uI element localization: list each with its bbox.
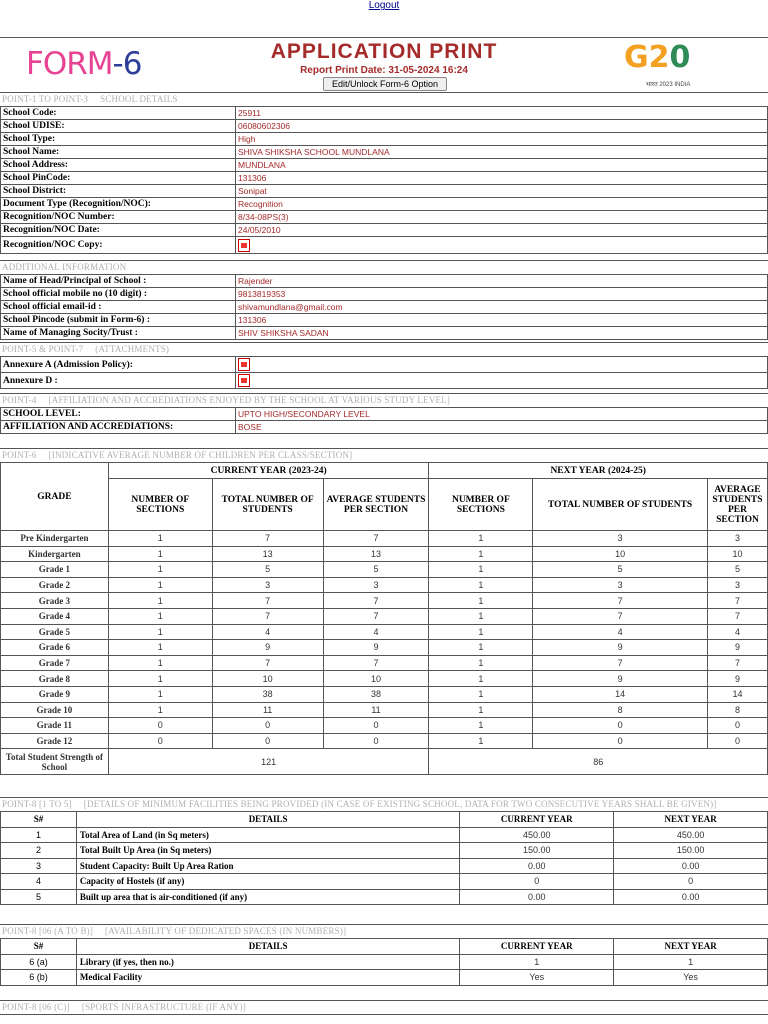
- table-cell: Total Area of Land (in Sq meters): [76, 827, 459, 843]
- grade-cell: Grade 9: [1, 686, 109, 702]
- detail-value: UPTO HIGH/SECONDARY LEVEL: [236, 408, 768, 421]
- grade-cell: Grade 2: [1, 577, 109, 593]
- total-strength-label: Total Student Strength of School: [1, 749, 109, 775]
- table-cell: 38: [212, 686, 323, 702]
- table-cell: 8: [533, 702, 708, 718]
- table-cell: 0: [533, 718, 708, 734]
- section-heading-title: [INDICATIVE AVERAGE NUMBER OF CHILDREN PER CLASS/SECTION]: [48, 450, 353, 460]
- table-cell: 1: [429, 562, 533, 578]
- table-cell: Total Built Up Area (in Sq meters): [76, 843, 459, 859]
- grade-cell: Grade 12: [1, 733, 109, 749]
- detail-label: Document Type (Recognition/NOC):: [1, 198, 236, 211]
- detail-label: Recognition/NOC Copy:: [1, 237, 236, 254]
- g20-subtitle: भारत 2023 INDIA: [646, 82, 691, 88]
- column-header: CURRENT YEAR: [460, 939, 614, 955]
- table-cell: 1: [108, 531, 212, 547]
- sports-section: [0, 1000, 768, 1015]
- table-cell: 0.00: [614, 858, 768, 874]
- grade-cell: Grade 4: [1, 608, 109, 624]
- section-heading: ADDITIONAL INFORMATION: [0, 260, 768, 274]
- grade-cell: Grade 11: [1, 718, 109, 734]
- section-heading-point: POINT-6: [2, 450, 37, 460]
- table-cell: 9: [533, 640, 708, 656]
- detail-row: [1, 408, 768, 421]
- spaces-section: [0, 924, 768, 986]
- table-cell: 5: [533, 562, 708, 578]
- table-cell: 1: [108, 686, 212, 702]
- table-row: [1, 577, 768, 593]
- table-cell: 3: [707, 531, 767, 547]
- detail-row: [1, 421, 768, 434]
- detail-value: High: [236, 133, 768, 146]
- detail-row: [1, 120, 768, 133]
- table-cell: 1: [108, 593, 212, 609]
- table-cell: 7: [323, 531, 429, 547]
- col-avg: AVERAGE STUDENTS PER SECTION: [323, 479, 429, 531]
- detail-value: BOSE: [236, 421, 768, 434]
- table-cell: 1: [108, 577, 212, 593]
- table-cell: 1: [108, 562, 212, 578]
- detail-row: [1, 159, 768, 172]
- table-cell: 0: [108, 718, 212, 734]
- table-cell: 3: [212, 577, 323, 593]
- table-cell: 7: [323, 593, 429, 609]
- detail-label: School Type:: [1, 133, 236, 146]
- table-cell: 0.00: [614, 889, 768, 905]
- col-total: TOTAL NUMBER OF STUDENTS: [533, 479, 708, 531]
- table-cell: 9: [707, 671, 767, 687]
- table-cell: 2: [1, 843, 77, 859]
- detail-value: SHIV SHIKSHA SADAN: [236, 327, 768, 340]
- table-cell: 14: [707, 686, 767, 702]
- table-row: [1, 624, 768, 640]
- attachments-table: [0, 356, 768, 389]
- table-cell: 1: [429, 686, 533, 702]
- table-cell: 1: [108, 546, 212, 562]
- table-cell: 1: [108, 655, 212, 671]
- column-header: DETAILS: [76, 939, 459, 955]
- col-total: TOTAL NUMBER OF STUDENTS: [212, 479, 323, 531]
- section-heading-title: [AFFILIATION AND ACCREDIATIONS ENJOYED BY THE SCHOOL AT VARIOUS STUDY LEVEL]: [48, 395, 451, 405]
- table-cell: 150.00: [460, 843, 614, 859]
- detail-label: School official mobile no (10 digit) :: [1, 288, 236, 301]
- table-cell: 9: [323, 640, 429, 656]
- spaces-table: [0, 938, 768, 986]
- table-cell: 1: [108, 608, 212, 624]
- table-cell: 7: [212, 593, 323, 609]
- table-cell: Student Capacity: Built Up Area Ration: [76, 858, 459, 874]
- section-heading-point: POINT-8 [06 (C)]: [2, 1002, 70, 1012]
- detail-value: MUNDLANA: [236, 159, 768, 172]
- table-cell: 1: [429, 655, 533, 671]
- table-cell: 5: [323, 562, 429, 578]
- table-row: [1, 718, 768, 734]
- table-cell: 1: [1, 827, 77, 843]
- detail-row: [1, 107, 768, 120]
- table-row: [1, 686, 768, 702]
- table-cell: 4: [533, 624, 708, 640]
- table-cell: Capacity of Hostels (if any): [76, 874, 459, 890]
- pdf-icon[interactable]: [238, 358, 250, 371]
- grade-cell: Grade 1: [1, 562, 109, 578]
- table-header-row: [1, 812, 768, 828]
- detail-value: 131306: [236, 314, 768, 327]
- next-year-header: NEXT YEAR (2024-25): [429, 463, 768, 479]
- table-row: [1, 874, 768, 890]
- grade-cell: Grade 10: [1, 702, 109, 718]
- strength-section: [0, 448, 768, 775]
- table-cell: Medical Facility: [76, 970, 459, 986]
- detail-row: [1, 314, 768, 327]
- col-sections: NUMBER OF SECTIONS: [108, 479, 212, 531]
- detail-value: Recognition: [236, 198, 768, 211]
- form-logo-text: FORM: [26, 46, 113, 82]
- detail-value: 9813819353: [236, 288, 768, 301]
- attachments-section: [0, 342, 768, 389]
- detail-row: [1, 224, 768, 237]
- section-heading: [0, 924, 768, 938]
- edit-unlock-button[interactable]: Edit/Unlock Form-6 Option: [323, 77, 447, 91]
- table-cell: 7: [533, 655, 708, 671]
- facilities-table: [0, 811, 768, 905]
- table-cell: 0: [707, 733, 767, 749]
- report-print-date: Report Print Date: 31-05-2024 16:24: [300, 65, 468, 76]
- grade-cell: Grade 8: [1, 671, 109, 687]
- table-row: [1, 531, 768, 547]
- table-cell: 10: [323, 671, 429, 687]
- detail-value: 131306: [236, 172, 768, 185]
- grade-cell: Grade 3: [1, 593, 109, 609]
- table-cell: 4: [1, 874, 77, 890]
- table-cell: 7: [533, 608, 708, 624]
- table-row: [1, 562, 768, 578]
- section-heading-point: POINT-8 [06 (A TO B)]: [2, 926, 94, 936]
- section-heading-title: SCHOOL DETAILS: [100, 94, 178, 104]
- table-row: [1, 640, 768, 656]
- table-cell: 4: [323, 624, 429, 640]
- table-cell: 11: [212, 702, 323, 718]
- detail-row: [1, 146, 768, 159]
- table-cell: 13: [212, 546, 323, 562]
- table-cell: 0: [108, 733, 212, 749]
- table-row: [1, 608, 768, 624]
- table-cell: 1: [429, 624, 533, 640]
- detail-label: AFFILIATION AND ACCREDIATIONS:: [1, 421, 236, 434]
- table-cell: 1: [429, 546, 533, 562]
- detail-row: [1, 275, 768, 288]
- table-cell: 3: [533, 531, 708, 547]
- detail-label: Recognition/NOC Date:: [1, 224, 236, 237]
- additional-info-table: [0, 274, 768, 340]
- table-cell: 7: [212, 655, 323, 671]
- column-header: NEXT YEAR: [614, 812, 768, 828]
- detail-value: 06080602306: [236, 120, 768, 133]
- column-header: NEXT YEAR: [614, 939, 768, 955]
- table-cell: 9: [707, 640, 767, 656]
- table-cell: 450.00: [460, 827, 614, 843]
- page-header: [0, 37, 768, 93]
- detail-row: [1, 172, 768, 185]
- detail-row: [1, 301, 768, 314]
- table-cell: 1: [108, 640, 212, 656]
- table-cell: 1: [429, 702, 533, 718]
- annexure-a-label: Annexure A (Admission Policy):: [1, 357, 236, 373]
- table-row: [1, 889, 768, 905]
- table-cell: 7: [707, 655, 767, 671]
- detail-label: School Pincode (submit in Form-6) :: [1, 314, 236, 327]
- section-heading-point: POINT-5 & POINT-7: [2, 344, 84, 354]
- detail-label: Recognition/NOC Number:: [1, 211, 236, 224]
- annexure-d-label: Annexure D :: [1, 373, 236, 389]
- table-cell: 1: [108, 702, 212, 718]
- detail-label: School official email-id :: [1, 301, 236, 314]
- section-heading-title: (ATTACHMENTS): [95, 344, 170, 354]
- table-cell: 6 (b): [1, 970, 77, 986]
- table-cell: 7: [212, 531, 323, 547]
- section-heading-point: POINT-1 TO POINT-3: [2, 94, 89, 104]
- table-row: [1, 655, 768, 671]
- table-cell: 13: [323, 546, 429, 562]
- table-cell: 7: [212, 608, 323, 624]
- detail-label: School PinCode:: [1, 172, 236, 185]
- detail-label: School UDISE:: [1, 120, 236, 133]
- detail-value: shivamundlana@gmail.com: [236, 301, 768, 314]
- affiliation-table: [0, 407, 768, 434]
- table-cell: 1: [429, 577, 533, 593]
- table-cell: 7: [323, 655, 429, 671]
- additional-info-section: [0, 260, 768, 340]
- section-heading: [0, 342, 768, 356]
- table-cell: 8: [707, 702, 767, 718]
- table-cell: 450.00: [614, 827, 768, 843]
- column-header: S#: [1, 939, 77, 955]
- total-next: 86: [429, 749, 768, 775]
- table-cell: 0: [323, 718, 429, 734]
- facilities-section: [0, 797, 768, 905]
- detail-row: [1, 237, 768, 254]
- table-cell: 11: [323, 702, 429, 718]
- detail-label: Name of Managing Socity/Trust :: [1, 327, 236, 340]
- column-header: DETAILS: [76, 812, 459, 828]
- table-row: [1, 593, 768, 609]
- table-row: [1, 671, 768, 687]
- pdf-icon[interactable]: [238, 239, 250, 252]
- col-avg: AVERAGE STUDENTS PER SECTION: [707, 479, 767, 531]
- detail-row: [1, 198, 768, 211]
- table-cell: 1: [614, 954, 768, 970]
- table-cell: 7: [707, 593, 767, 609]
- grade-cell: Grade 6: [1, 640, 109, 656]
- table-row: [1, 702, 768, 718]
- table-cell: 1: [429, 531, 533, 547]
- pdf-icon[interactable]: [238, 374, 250, 387]
- section-heading-title: [AVAILABILITY OF DEDICATED SPACES (IN NUMBERS)]: [105, 926, 347, 936]
- affiliation-section: [0, 393, 768, 434]
- table-cell: 0: [212, 718, 323, 734]
- table-row: [1, 954, 768, 970]
- table-cell: 9: [533, 671, 708, 687]
- table-cell: 3: [1, 858, 77, 874]
- table-cell: 0: [323, 733, 429, 749]
- detail-value: 25911: [236, 107, 768, 120]
- table-cell: 14: [533, 686, 708, 702]
- detail-row: [1, 133, 768, 146]
- school-details-table: [0, 106, 768, 254]
- table-cell: 0: [707, 718, 767, 734]
- table-cell: 10: [707, 546, 767, 562]
- table-row: [1, 827, 768, 843]
- section-heading: [0, 797, 768, 811]
- grade-cell: Grade 5: [1, 624, 109, 640]
- table-cell: 9: [212, 640, 323, 656]
- column-header: S#: [1, 812, 77, 828]
- detail-value: [236, 237, 768, 254]
- table-cell: 3: [323, 577, 429, 593]
- detail-value: 24/05/2010: [236, 224, 768, 237]
- table-cell: Yes: [614, 970, 768, 986]
- table-cell: 3: [533, 577, 708, 593]
- table-cell: 0: [533, 733, 708, 749]
- section-heading: [0, 393, 768, 407]
- detail-row: [1, 288, 768, 301]
- table-cell: 7: [533, 593, 708, 609]
- detail-label: School Code:: [1, 107, 236, 120]
- table-cell: 1: [108, 624, 212, 640]
- table-cell: 1: [429, 640, 533, 656]
- table-row: [1, 733, 768, 749]
- section-heading: [0, 448, 768, 462]
- table-cell: 150.00: [614, 843, 768, 859]
- table-cell: Built up area that is air-conditioned (if any): [76, 889, 459, 905]
- detail-label: School Address:: [1, 159, 236, 172]
- table-cell: 10: [533, 546, 708, 562]
- detail-row: [1, 211, 768, 224]
- section-heading-title: [DETAILS OF MINIMUM FACILITIES BEING PROVIDED (IN CASE OF EXISTING SCHOOL, DATA FOR TWO CONSECUTIVE YEARS SHALL BE GIVEN)]: [83, 799, 717, 809]
- detail-label: Name of Head/Principal of School :: [1, 275, 236, 288]
- total-current: 121: [108, 749, 429, 775]
- detail-value: Sonipat: [236, 185, 768, 198]
- table-cell: 4: [707, 624, 767, 640]
- page-title: APPLICATION PRINT: [270, 40, 498, 63]
- g20-logo-globe: 0: [669, 40, 691, 75]
- table-cell: 0: [212, 733, 323, 749]
- table-header-row: [1, 939, 768, 955]
- table-cell: 0: [614, 874, 768, 890]
- section-heading-point: POINT-4: [2, 395, 37, 405]
- section-heading-title: [SPORTS INFRASTRUCTURE (IF ANY)]: [81, 1002, 247, 1012]
- table-cell: 1: [429, 733, 533, 749]
- detail-label: SCHOOL LEVEL:: [1, 408, 236, 421]
- grade-cell: Kindergarten: [1, 546, 109, 562]
- table-cell: 3: [707, 577, 767, 593]
- grade-header: GRADE: [1, 463, 109, 531]
- section-heading-point: POINT-8 [1 TO 5]: [2, 799, 72, 809]
- strength-table: [0, 462, 768, 775]
- table-cell: 7: [323, 608, 429, 624]
- table-cell: 1: [429, 608, 533, 624]
- table-cell: 5: [212, 562, 323, 578]
- col-sections: NUMBER OF SECTIONS: [429, 479, 533, 531]
- g20-logo-text: G2: [624, 40, 670, 75]
- section-heading: [0, 92, 768, 106]
- detail-label: School District:: [1, 185, 236, 198]
- section-heading: [0, 1000, 768, 1015]
- detail-row: [1, 327, 768, 340]
- table-cell: 1: [108, 671, 212, 687]
- grade-cell: Pre Kindergarten: [1, 531, 109, 547]
- table-cell: 1: [429, 718, 533, 734]
- table-cell: 7: [707, 608, 767, 624]
- table-cell: 1: [429, 593, 533, 609]
- table-cell: 5: [707, 562, 767, 578]
- table-cell: Library (if yes, then no.): [76, 954, 459, 970]
- detail-value: Rajender: [236, 275, 768, 288]
- column-header: CURRENT YEAR: [460, 812, 614, 828]
- table-cell: 1: [460, 954, 614, 970]
- table-cell: 6 (a): [1, 954, 77, 970]
- g20-logo: [624, 40, 724, 90]
- table-cell: 4: [212, 624, 323, 640]
- table-row: [1, 970, 768, 986]
- detail-value: 8/34-08PS(3): [236, 211, 768, 224]
- detail-label: School Name:: [1, 146, 236, 159]
- form-logo-number: -6: [112, 46, 142, 82]
- table-cell: 0.00: [460, 889, 614, 905]
- table-cell: 1: [429, 671, 533, 687]
- table-cell: Yes: [460, 970, 614, 986]
- table-cell: 5: [1, 889, 77, 905]
- detail-value: SHIVA SHIKSHA SCHOOL MUNDLANA: [236, 146, 768, 159]
- table-cell: 0: [460, 874, 614, 890]
- table-cell: 38: [323, 686, 429, 702]
- grade-cell: Grade 7: [1, 655, 109, 671]
- current-year-header: CURRENT YEAR (2023-24): [108, 463, 429, 479]
- school-details-section: [0, 92, 768, 254]
- logout-link[interactable]: Logout: [368, 0, 400, 11]
- table-row: [1, 858, 768, 874]
- detail-row: [1, 185, 768, 198]
- table-cell: 10: [212, 671, 323, 687]
- table-row: [1, 843, 768, 859]
- table-row: [1, 546, 768, 562]
- table-cell: 0.00: [460, 858, 614, 874]
